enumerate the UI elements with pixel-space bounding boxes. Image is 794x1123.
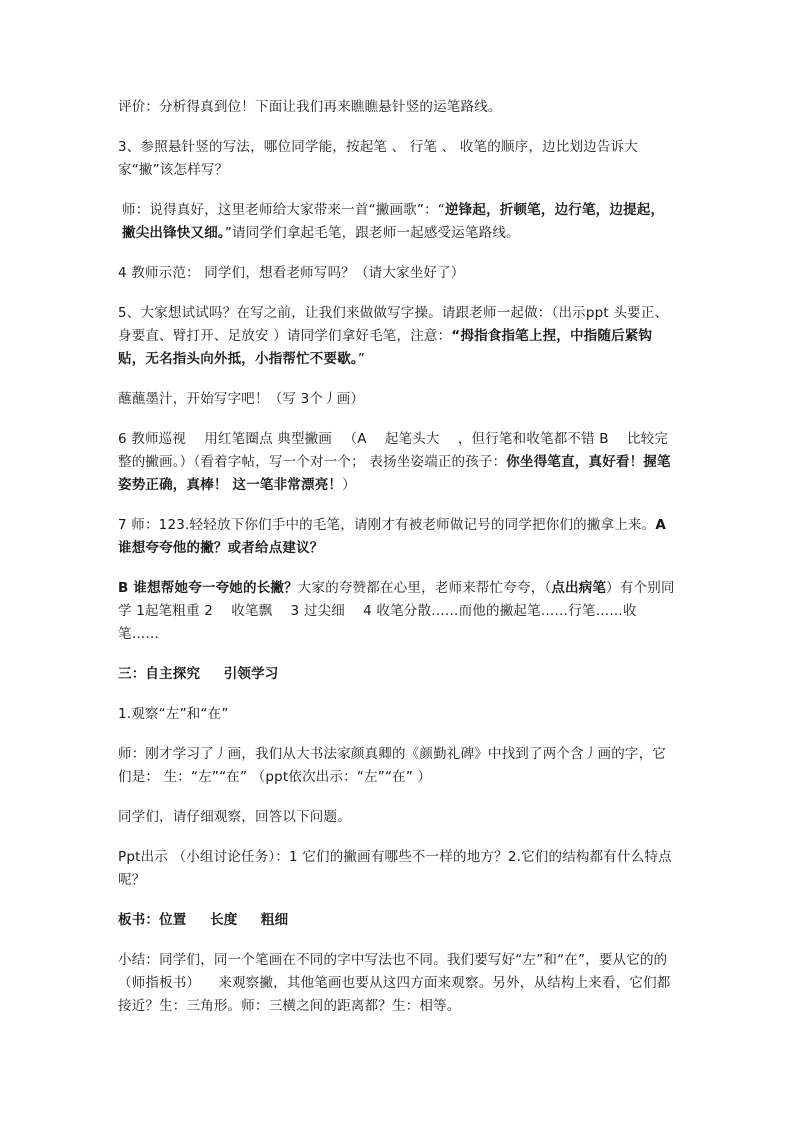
paragraph-teacher-intro [118,743,676,789]
text-run: 1.观察“左”和“在” [118,706,229,722]
paragraph-start-writing [118,388,676,411]
text-run: 同学们，请仔细观察，回答以下问题。 [118,809,351,825]
paragraph-stroke-song [118,199,676,245]
bold-text-run: 你坐得笔直，真好看！握笔姿势正确，真棒！ 这一笔非常漂亮！ [118,454,671,493]
text-run: 师：刚才学习了丿画，我们从大书法家颜真卿的《颜勤礼碑》中找到了两个含丿画的字，它们是： 生：“左”“在” （ppt依次出示：“左”“在” ） [118,746,666,785]
paragraph-step-6 [118,428,676,497]
text-run: ） [342,477,356,493]
text-run: 大家的夸赞都在心里，老师来帮忙夸夸，（ [297,580,552,596]
bold-text-run: 逆锋起，折顿笔，边行笔，边提起，撇尖出锋快又细。 [122,202,665,241]
bold-text-run: 点出病笔 [551,580,607,596]
paragraph-step-7 [118,514,676,560]
text-run: 5、大家想试试吗？在写之前，让我们来做做写字操。请跟老师一起做：（出示ppt 头要正、身要直、臂打开、足放安 ）请同学们拿好毛笔，注意： [118,305,669,344]
bold-text-run: B 谁想帮她夸一夸她的长撇？ [118,580,298,596]
bold-text-run: “拇指食指笔上捏，中指随后紧钩贴，无名指头向外抵，小指帮忙不要歇。 [118,328,653,367]
text-run: ”请同学们拿起毛笔，跟老师一起感受运笔路线。 [224,225,520,241]
section-heading [118,663,676,686]
text-run: 6 教师巡视 用红笔圈点 典型撇画 （A 起笔头大 ，但行笔和收笔都不错 B 比较完整的撇画。）（看着字帖，写一个对一个； 表扬坐姿端正的孩子： [118,431,669,470]
document-body [118,96,676,1035]
text-run: 小结：同学们，同一个笔画在不同的字中写法也不同。我们要写好“左”和“在”，要从它的的（师指板书） 来观察撇，其他笔画也要从这四方面来观察。另外，从结构上来看，它们都接近？生：三角形。师：三横之间的距离都？生：相等。 [118,952,671,1014]
text-run: ）有个别同学 1起笔粗重 2 收笔飘 3 过尖细 4 收笔分散……而他的撇起笔……行笔……收笔…… [118,580,675,642]
paragraph-evaluation [118,96,676,119]
text-run: 7 师：123.轻轻放下你们手中的毛笔，请刚才有被老师做记号的同学把你们的撇拿上来。 [118,517,656,533]
paragraph-group-task [118,846,676,892]
paragraph-instruction [118,806,676,829]
text-run: Ppt出示 （小组讨论任务）：1 它们的撇画有哪些不一样的地方？2.它们的结构都有什么特点呢？ [118,849,672,888]
paragraph-step-5 [118,302,676,371]
bold-text-run: 三：自主探究 引领学习 [118,666,279,682]
paragraph-summary [118,949,676,1018]
text-run: 蘸蘸墨汁，开始写字吧！（写 3个丿画） [118,391,365,407]
paragraph-observe [118,703,676,726]
bold-text-run: A 谁想夸夸他的撇？或者给点建议？ [118,517,666,556]
text-run: 4 教师示范： 同学们，想看老师写吗？（请大家坐好了） [118,265,465,281]
paragraph-step-4 [118,262,676,285]
text-run: 师：说得真好，这里老师给大家带来一首“撇画歌”：“ [122,202,445,218]
paragraph-praise [118,577,676,646]
text-run: 3、参照悬针竖的写法，哪位同学能，按起笔 、 行笔 、 收笔的顺序，边比划边告诉大家“撇”该怎样写？ [118,139,638,178]
paragraph-board-writing [118,909,676,932]
paragraph-step-3 [118,136,676,182]
text-run: 评价：分析得真到位！下面让我们再来瞧瞧悬针竖的运笔路线。 [118,99,502,115]
bold-text-run: 板书：位置 长度 粗细 [118,912,289,928]
text-run: ” [357,351,366,367]
